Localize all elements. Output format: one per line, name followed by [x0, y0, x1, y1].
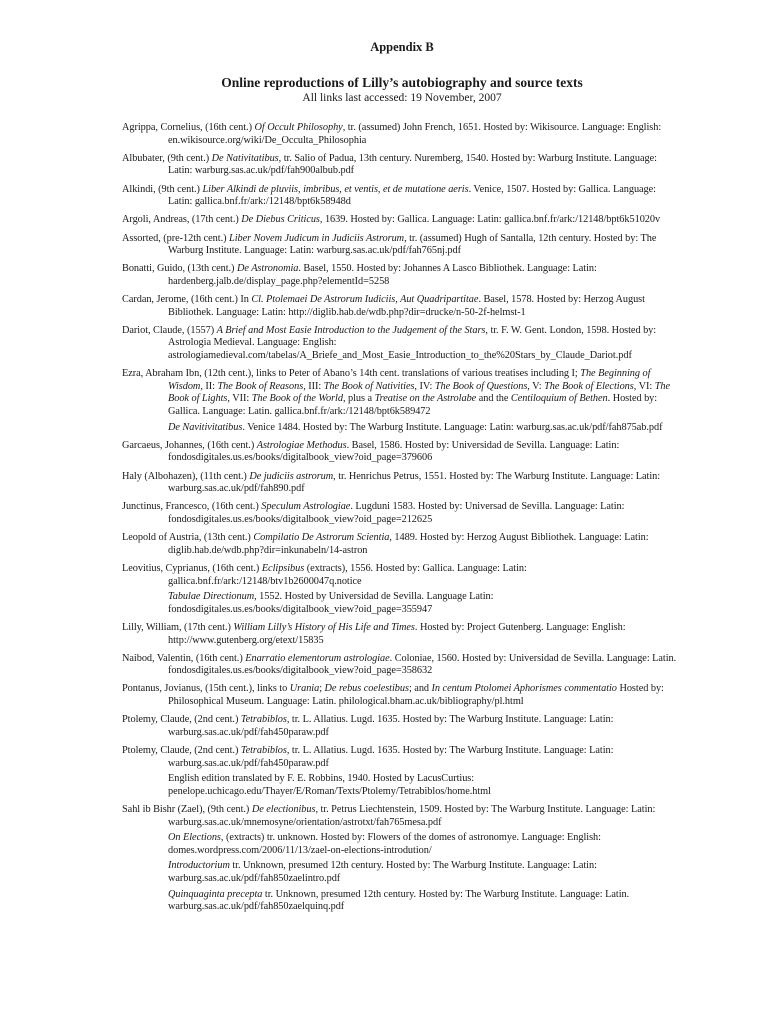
entry-work-title: On Elections [168, 832, 221, 844]
reference-entry [122, 804, 682, 914]
entry-work-title: Quinquaginta precepta [168, 888, 263, 900]
entry-work-title: Introductorium [168, 860, 230, 872]
entry-text: . Venice, 1507. Hosted by: Gallica. Language: Latin: gallica.bnf.fr/ark:/12148/bpt6k58948d [168, 183, 656, 208]
entry-text: , tr. Henrichus Petrus, 1551. Hosted by: The Warburg Institute. Language: Latin: warburg.sas.ac.uk/pdf/fah890.pdf [168, 470, 661, 495]
entry-text: . Hosted by: Project Gutenberg. Language: English: http://www.gutenberg.org/etext/15835 [168, 621, 626, 646]
reference-entry-main [122, 233, 682, 258]
entry-text: English edition translated by F. E. Robbins, 1940. Hosted by LacusCurtius: penelope.uchicago.edu/Thayer/E/Roman/Texts/Ptolemy/Tetrabiblos/home.html [168, 773, 491, 797]
entry-text: , tr. F. W. Gent. London, 1598. Hosted by: Astrologia Medieval. Language: English: astrologiamedieval.com/tabelas/A_Briefe_and_Most_Easie_Introduction_to_the%20Stars_by_Claude_Dariot.pdf [168, 324, 657, 362]
entry-work-title: The Book of the World [251, 393, 343, 405]
entry-text: . Basel, 1578. Hosted by: Herzog August Bibliothek. Language: Latin: http://diglib.hab.de/wdb.php?dir=drucke/n-50-2f-helmst-1 [168, 294, 645, 318]
entry-work-title: Tetrabiblos [240, 745, 287, 757]
reference-entry-main [122, 653, 682, 678]
entry-text: , 1639. Hosted by: Gallica. Language: Latin: gallica.bnf.fr/ark:/12148/bpt6k51020v [319, 214, 661, 226]
entry-text: , tr. L. Allatius. Lugd. 1635. Hosted by: The Warburg Institute. Language: Latin: warburg.sas.ac.uk/pdf/fah450paraw.pdf [168, 714, 614, 738]
entry-text: , tr. Petrus Liechtenstein, 1509. Hosted by: The Warburg Institute. Language: Latin: warburg.sas.ac.uk/mnemosyne/orientation/astrotxt/fah765mesa.pdf [168, 804, 656, 828]
entry-text: . Hosted by: Gallica. Language: Latin. gallica.bnf.fr/ark:/12148/bpt6k589472 [168, 393, 658, 418]
reference-entry [122, 184, 682, 209]
reference-entry [122, 214, 682, 227]
reference-entry-main [122, 294, 682, 319]
entry-work-title: Centiloquium of Bethen [510, 393, 608, 405]
reference-entry-main [122, 368, 682, 418]
reference-entry-main [122, 184, 682, 209]
entry-text: , VI: [633, 380, 655, 392]
entry-text: Assorted, (pre-12th cent.) [122, 232, 230, 244]
entry-text: , III: [303, 380, 324, 392]
reference-entry [122, 440, 682, 465]
entry-text: Garcaeus, Johannes, (16th cent.) [122, 439, 257, 451]
entry-work-title: William Lilly’s History of His Life and Times [233, 621, 415, 633]
reference-entry-continuation [122, 832, 682, 857]
entry-work-title: The Book of Reasons [217, 380, 304, 392]
reference-entry [122, 471, 682, 496]
reference-entry-main [122, 804, 682, 829]
entry-text: Ptolemy, Claude, (2nd cent.) [122, 714, 241, 726]
entry-work-title: Tabulae Directionum [168, 591, 255, 603]
reference-entry-continuation [122, 773, 682, 798]
entry-text: Haly (Albohazen), (11th cent.) [122, 470, 250, 482]
entry-work-title: Liber Alkindi de pluviis, imbribus, et ventis, et de mutatione aeris [202, 183, 469, 195]
entry-text: . Coloniae, 1560. Hosted by: Universidad de Sevilla. Language: Latin. fondosdigitales.us.es/books/digitalbook_view?oid_page=358632 [168, 652, 677, 677]
reference-entry [122, 233, 682, 258]
reference-entry-main [122, 745, 682, 770]
entry-text: and the [476, 393, 511, 405]
reference-entry-continuation [122, 860, 682, 885]
entry-work-title: The Book of Questions [434, 380, 528, 392]
entry-text: tr. Unknown, presumed 12th century. Hosted by: The Warburg Institute. Language: Latin: warburg.sas.ac.uk/pdf/fah850zaelintro.pdf [168, 860, 597, 884]
reference-entry-main [122, 683, 682, 708]
entry-work-title: The Beginning of Wisdom [168, 368, 651, 392]
reference-entry [122, 501, 682, 526]
entry-work-title: The Book of Elections [544, 380, 634, 392]
entry-text: Ptolemy, Claude, (2nd cent.) [122, 745, 241, 757]
entry-work-title: Urania [289, 683, 320, 695]
entry-text: , 1552. Hosted by Universidad de Sevilla. Language Latin: fondosdigitales.us.es/books/digitalbook_view?oid_page=355947 [168, 591, 494, 615]
entry-text: Leopold of Austria, (13th cent.) [122, 532, 254, 544]
entry-text: . Lugduni 1583. Hosted by: Universad de Sevilla. Language: Latin: fondosdigitales.us.es/books/digitalbook_view?oid_page=212625 [168, 501, 625, 525]
reference-entry-main [122, 122, 682, 147]
reference-entry-main [122, 714, 682, 739]
reference-entry-main [122, 263, 682, 288]
entry-text: , tr. (assumed) John French, 1651. Hosted by: Wikisource. Language: English: en.wikisource.org/wiki/De_Occulta_Philosophia [168, 122, 662, 146]
reference-entry [122, 325, 682, 363]
entry-text: Ezra, Abraham Ibn, (12th cent.), links to Peter of Abano’s 14th cent. translations of various treatises including I; [122, 368, 581, 380]
entry-text: , plus a [342, 393, 375, 405]
entry-text: Pontanus, Jovianus, (15th cent.), links to [122, 683, 290, 695]
reference-entry [122, 122, 682, 147]
reference-entry [122, 622, 682, 647]
entry-work-title: Of Occult Philosophy [254, 122, 343, 133]
entry-work-title: De rebus coelestibus [324, 683, 409, 695]
reference-entry-main [122, 440, 682, 465]
entry-work-title: Treatise on the Astrolabe [374, 393, 477, 405]
reference-entry-main [122, 153, 682, 178]
entry-text: Leovitius, Cyprianus, (16th cent.) [122, 562, 262, 574]
entry-text: Albubater, (9th cent.) [122, 152, 212, 164]
entry-text: , V: [527, 380, 545, 392]
reference-entry-main [122, 214, 682, 227]
entry-work-title: De Nativitatibus [211, 152, 279, 164]
entry-text: , 1489. Hosted by: Herzog August Bibliothek. Language: Latin: diglib.hab.de/wdb.php?dir=inkunabeln/14-astron [168, 532, 649, 556]
entry-work-title: De Astronomia [236, 263, 299, 275]
page-title: Online reproductions of Lilly’s autobiography and source texts [221, 75, 583, 90]
entry-text: ; and [408, 683, 432, 695]
reference-entry [122, 683, 682, 708]
reference-entry [122, 263, 682, 288]
entry-text: Agrippa, Cornelius, (16th cent.) [122, 122, 255, 133]
entry-text: (extracts), 1556. Hosted by: Gallica. Language: Latin: gallica.bnf.fr/ark:/12148/btv1b2600047q.notice [168, 562, 527, 587]
entry-work-title: Speculum Astrologiae [261, 501, 351, 513]
entry-text: Dariot, Claude, (1557) [122, 324, 217, 336]
entry-text: Naibod, Valentin, (16th cent.) [122, 652, 246, 664]
entry-work-title: The Book of Nativities [323, 380, 415, 392]
entry-text: ; [319, 683, 325, 695]
reference-list [122, 122, 682, 914]
entry-work-title: De Diebus Criticus [241, 214, 320, 226]
entry-text: Junctinus, Francesco, (16th cent.) [122, 501, 262, 513]
reference-entry-main [122, 563, 682, 588]
entry-text: . Basel, 1550. Hosted by: Johannes A Lasco Bibliothek. Language: Latin: hardenberg.jalb.de/display_page.php?elementId=5258 [168, 263, 597, 287]
reference-entry [122, 368, 682, 434]
reference-entry [122, 532, 682, 557]
entry-work-title: In centum Ptolomei Aphorismes commentatio [431, 683, 617, 695]
reference-entry-continuation [122, 422, 682, 435]
entry-work-title: Tetrabiblos [240, 714, 287, 726]
entry-work-title: Astrologiae Methodus [256, 439, 347, 451]
reference-entry-continuation [122, 889, 682, 914]
entry-text: , tr. L. Allatius. Lugd. 1635. Hosted by: The Warburg Institute. Language: Latin: warburg.sas.ac.uk/pdf/fah450paraw.pdf [168, 745, 614, 769]
reference-entry-main [122, 325, 682, 363]
reference-entry-continuation [122, 591, 682, 616]
entry-text: , VII: [227, 393, 252, 405]
entry-work-title: Eclipsibus [261, 562, 305, 574]
entry-text: , II: [200, 380, 218, 392]
entry-work-title: Compilatio De Astrorum Scientia [253, 532, 390, 544]
page-subtitle: All links last accessed: 19 November, 2007 [302, 92, 502, 104]
appendix-label: Appendix B [370, 40, 434, 54]
reference-entry [122, 745, 682, 798]
entry-text: Cardan, Jerome, (16th cent.) In [122, 294, 252, 306]
entry-work-title: De electionibus [251, 804, 316, 815]
entry-work-title: Liber Novem Judicum in Judiciis Astrorum [229, 232, 405, 244]
entry-work-title: De Navitivitatibus [168, 421, 243, 433]
reference-entry-main [122, 622, 682, 647]
reference-entry [122, 714, 682, 739]
entry-text: , tr. (assumed) Hugh of Santalla, 12th century. Hosted by: The Warburg Institute. Language: Latin: warburg.sas.ac.uk/pdf/fah765nj.pdf [168, 232, 657, 257]
entry-text: . Basel, 1586. Hosted by: Universidad de Sevilla. Language: Latin: fondosdigitales.us.es/books/digitalbook_view?oid_page=379606 [168, 439, 620, 464]
reference-entry [122, 653, 682, 678]
entry-work-title: A Brief and Most Easie Introduction to the Judgement of the Stars [216, 324, 486, 336]
entry-text: Lilly, William, (17th cent.) [122, 621, 234, 633]
reference-entry-main [122, 501, 682, 526]
entry-work-title: The Book of Lights [168, 380, 670, 405]
entry-text: Alkindi, (9th cent.) [122, 183, 203, 195]
reference-entry-main [122, 471, 682, 496]
entry-text: , IV: [414, 380, 435, 392]
entry-text: Sahl ib Bishr (Zael), (9th cent.) [122, 804, 252, 815]
entry-text: . Venice 1484. Hosted by: The Warburg Institute. Language: Latin: warburg.sas.ac.uk/pdf/fah875ab.pdf [242, 421, 663, 433]
reference-entry [122, 294, 682, 319]
entry-work-title: De judiciis astrorum [249, 470, 334, 482]
entry-text: tr. Unknown, presumed 12th century. Hosted by: The Warburg Institute. Language: Latin. warburg.sas.ac.uk/pdf/fah850zaelquinq.pdf [168, 888, 630, 913]
entry-work-title: Enarratio elementorum astrologiae [245, 652, 390, 664]
entry-text: Hosted by: Philosophical Museum. Language: Latin. philological.bham.ac.uk/bibliography/pl.html [168, 683, 664, 708]
reference-entry [122, 563, 682, 616]
reference-entry [122, 153, 682, 178]
entry-work-title: Cl. Ptolemaei De Astrorum Iudiciis, Aut Quadripartitae [251, 294, 479, 306]
entry-text: , (extracts) tr. unknown. Hosted by: Flowers of the domes of astronomye. Language: English: domes.wordpress.com/2006/11/13/zael-on-elections-introdution/ [168, 832, 601, 856]
entry-text: , tr. Salio of Padua, 13th century. Nuremberg, 1540. Hosted by: Warburg Institute. Language: Latin: warburg.sas.ac.uk/pdf/fah900albub.pdf [168, 152, 657, 177]
entry-text: Bonatti, Guido, (13th cent.) [122, 263, 237, 275]
reference-entry-main [122, 532, 682, 557]
entry-text: Argoli, Andreas, (17th cent.) [122, 214, 242, 226]
